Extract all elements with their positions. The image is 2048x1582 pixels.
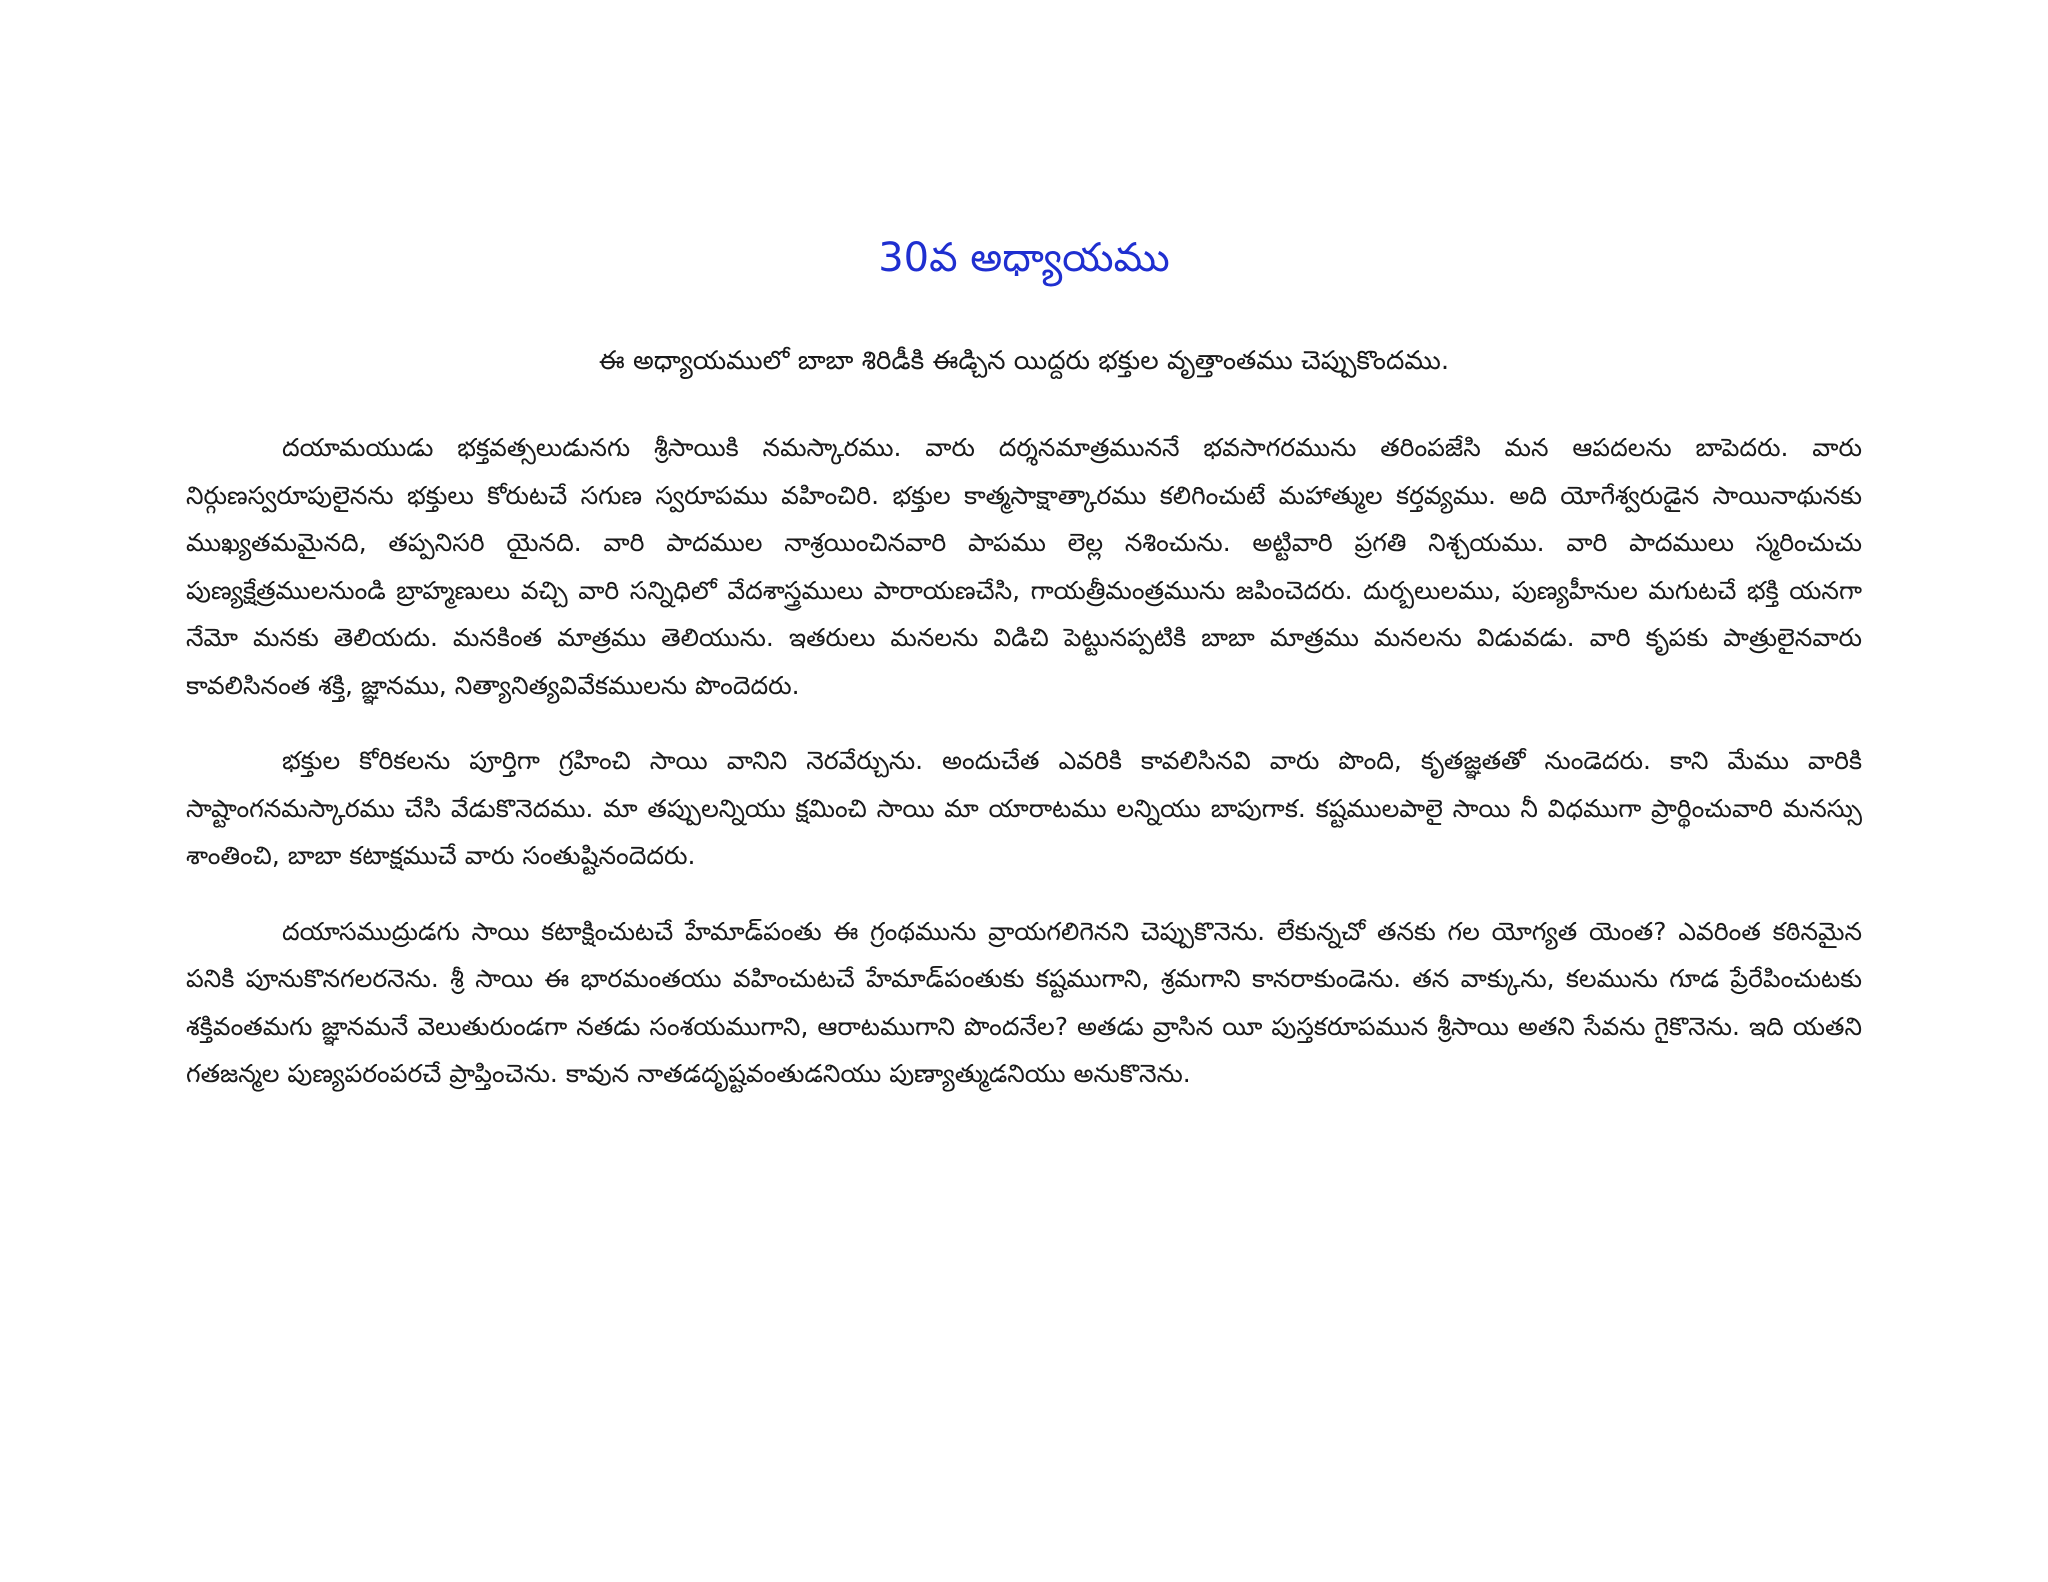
paragraph-2: భక్తుల కోరికలను పూర్తిగా గ్రహించి సాయి వానిని నెరవేర్చును. అందుచేత ఎవరికి కావలిసినవి వారు పొంది, కృతజ్ఞతతో నుండెదరు. కాని మేము వారికి సాష్టాంగనమస్కారము చేసి వేడుకొనెదము. మా తప్పులన్నియు క్షమించి సాయి మా యారాటము లన్నియు బాపుగాక. కష్టములపాలై సాయి నీ విధముగా ప్రార్థించువారి మనస్సు శాంతించి, బాబా కటాక్షముచే వారు సంతుష్టినందెదరు. (186, 746, 1862, 870)
paragraph-1: దయామయుడు భక్తవత్సలుడునగు శ్రీసాయికి నమస్కారము. వారు దర్శనమాత్రముననే భవసాగరమును తరింపజేసి మన ఆపదలను బాపెదరు. వారు నిర్గుణస్వరూపులైనను భక్తులు కోరుటచే సగుణ స్వరూపము వహించిరి. భక్తుల కాత్మసాక్షాత్కారము కలిగించుటే మహాత్ముల కర్తవ్యము. అది యోగేశ్వరుడైన సాయినాథునకు ముఖ్యతమమైనది, తప్పనిసరి యైనది. వారి పాదముల నాశ్రయించినవారి పాపము లెల్ల నశించును. అట్టివారి ప్రగతి నిశ్చయము. వారి పాదములు స్మరించుచు పుణ్యక్షేత్రములనుండి బ్రాహ్మణులు వచ్చి వారి సన్నిధిలో వేదశాస్త్రములు పారాయణచేసి, గాయత్రీమంత్రమును జపించెదరు. దుర్బలులము, పుణ్యహీనుల మగుటచే భక్తి యనగా నేమో మనకు తెలియదు. మనకింత మాత్రము తెలియును. ఇతరులు మనలను విడిచి పెట్టునప్పటికి బాబా మాత్రము మనలను విడువడు. వారి కృపకు పాత్రులైనవారు కావలిసినంత శక్తి, జ్ఞానము, నిత్యానిత్యవివేకములను పొందెదరు. (186, 433, 1862, 700)
chapter-title: 30వ అధ్యాయము (878, 235, 1170, 281)
paragraph-3: దయాసముద్రుడగు సాయి కటాక్షించుటచే హేమాడ్‌పంతు ఈ గ్రంథమును వ్రాయగలిగెనని చెప్పుకొనెను. లేకున్నచో తనకు గల యోగ్యత యెంత? ఎవరింత కఠినమైన పనికి పూనుకొనగలరనెను. శ్రీ సాయి ఈ భారమంతయు వహించుటచే హేమాడ్‌పంతుకు కష్టముగాని, శ్రమగాని కానరాకుండెను. తన వాక్కును, కలమును గూడ ప్రేరేపించుటకు శక్తివంతమగు జ్ఞానమనే వెలుతురుండగా నతడు సంశయముగాని, ఆరాటముగాని పొందనేల? అతడు వ్రాసిన యీ పుస్తకరూపమున శ్రీసాయి అతని సేవను గైకొనెను. ఇది యతని గతజన్మల పుణ్యపరంపరచే ప్రాప్తించెను. కావున నాతడదృష్టవంతుడనియు పుణ్యాత్ముడనియు అనుకొనెను. (186, 916, 1862, 1088)
chapter-body (186, 424, 1862, 1126)
chapter-summary: ఈ అధ్యాయములో బాబా శిరిడీకి ఈడ్చిన యిద్దరు భక్తుల వృత్తాంతము చెప్పుకొందము. (598, 346, 1450, 376)
